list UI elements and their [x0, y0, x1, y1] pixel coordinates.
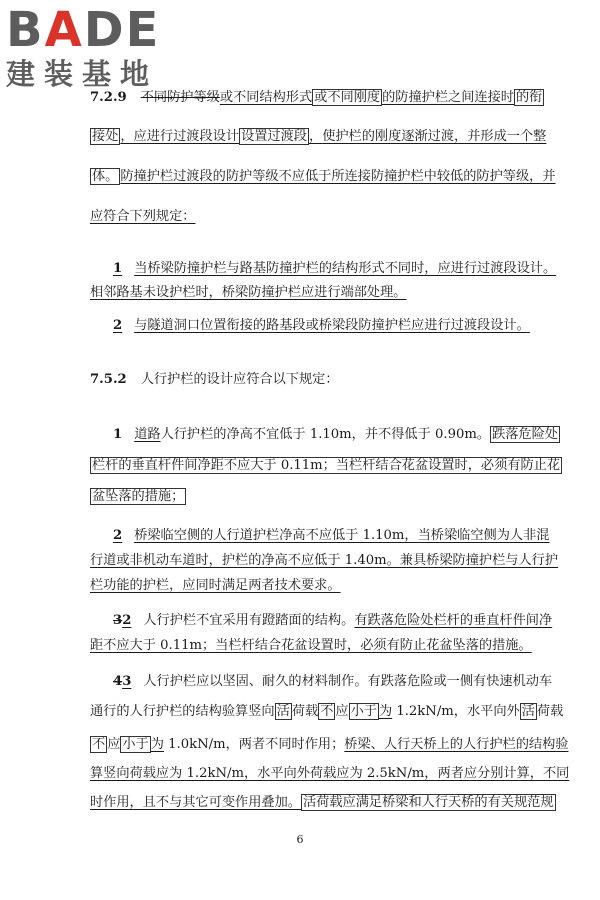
- item-number-deleted: 4: [113, 674, 123, 689]
- revision-text: 道路: [134, 427, 161, 442]
- revision-insert: 跌落危险处: [492, 427, 558, 442]
- logo-accent-letter: A: [44, 2, 84, 58]
- revision-text: ，应进行过渡段设计: [120, 129, 240, 144]
- revision-text: 应符合下列规定：: [90, 209, 196, 224]
- brand-logo: [6, 4, 160, 90]
- item-number: 3: [122, 674, 132, 689]
- item-number: 2: [122, 613, 132, 628]
- revision-text: ，: [309, 129, 323, 144]
- clause-752-item-2: [113, 526, 550, 546]
- clause-752-heading: [90, 370, 339, 390]
- clause-752-item-4-cont: [90, 702, 563, 722]
- clause-729-line-4: [90, 207, 196, 227]
- revision-insert: 接处: [92, 129, 119, 144]
- body-text: 荷载: [291, 704, 319, 719]
- clause-752-item-1-cont: [90, 456, 562, 476]
- page-number: 6: [296, 833, 304, 846]
- logo-letters: B: [6, 2, 45, 58]
- clause-752-item-1: [113, 425, 560, 445]
- item-number: 2: [113, 318, 123, 333]
- clause-number: 7.5.2: [90, 372, 127, 387]
- revision-text: 桥梁临空侧的人行道护栏净高不应低于 1.10m，当桥梁临空侧为人非混: [134, 528, 550, 543]
- body-text: 人行护栏不宜采用有蹬踏面的结构。: [143, 613, 355, 628]
- body-text: 人行护栏应以坚固、耐久的材料制作。有跌落危险或一侧有快速机动车: [143, 674, 553, 689]
- revision-insert: 不: [92, 737, 106, 752]
- item-number: 1: [113, 261, 123, 276]
- clause-729-line-3: [90, 167, 556, 187]
- revision-insert: 小于: [122, 737, 149, 752]
- revision-text: 使护栏的刚度逐渐过渡，并形成一个整: [322, 129, 547, 144]
- item-number: 1: [113, 427, 123, 442]
- clause-729-line-1: [90, 88, 544, 108]
- revision-text: 行道或非机动车道时，护栏的净高不应低于 1.40m。兼具桥梁防撞护栏与人行护: [90, 553, 559, 568]
- revision-insert: 或不同刚度: [314, 90, 381, 105]
- clause-heading: 人行护栏的设计应符合以下规定：: [140, 372, 339, 387]
- clause-number: 7.2.9: [90, 90, 127, 105]
- revision-text: 有跌落危险处栏杆的垂直杆件间净: [354, 613, 553, 628]
- logo-letters: DE: [83, 2, 161, 58]
- revision-insert: 设置过渡段: [241, 129, 307, 144]
- revision-text: 不同防护等级: [140, 90, 220, 105]
- revision-text: 距不应大于 0.11m；当栏杆结合花盆设置时，必须有防止花盆坠落的措施。: [90, 638, 532, 653]
- revision-insert: 体。: [92, 169, 119, 184]
- clause-729-line-2: [90, 127, 546, 147]
- body-text: 1.2kN/m，水平向外: [392, 704, 520, 719]
- revision-text: 防撞护栏过渡段的防护等级不应低于所连接防撞护栏中较低的防护等级，并: [120, 169, 556, 184]
- clause-729-item-1: [113, 259, 556, 279]
- clause-752-item-4-cont: [90, 793, 556, 813]
- revision-text: 或不同结构形式: [219, 90, 313, 105]
- body-text: 1.0kN/m，两者不同时作用；: [163, 737, 345, 752]
- clause-729-item-1-cont: [90, 283, 407, 303]
- revision-text: 为: [150, 737, 164, 752]
- logo-wordmark: [6, 4, 160, 56]
- body-text: 荷载: [536, 704, 564, 719]
- revision-insert: 不: [320, 704, 334, 719]
- clause-752-item-3: [113, 611, 552, 631]
- revision-text: 算竖向荷载应为 1.2kN/m，水平向外荷载应为 2.5kN/m，两者应分别计算，不同: [90, 766, 570, 781]
- item-number: 2: [113, 528, 123, 543]
- clause-752-item-2-cont: [90, 576, 341, 596]
- revision-text: 时作用，且不与其它可变作用叠加。: [90, 795, 301, 810]
- clause-752-item-4-cont: [90, 735, 568, 755]
- revision-text: 防撞护栏之间连接时: [395, 90, 514, 105]
- revision-insert: 的衔: [515, 90, 543, 105]
- item-number-deleted: 3: [113, 613, 123, 628]
- clause-752-item-1-cont: [90, 487, 186, 507]
- body-text: 通行的人行护栏的结构验算竖向: [90, 704, 275, 719]
- body-text: 人行护栏的净高不宜低于 1.10m，并不得低于 0.90m。: [160, 427, 491, 442]
- revision-text: 相邻路基未设护栏时，桥梁防撞护栏应进行端部处理。: [90, 285, 407, 300]
- revision-insert: 活: [276, 704, 290, 719]
- clause-752-item-4-cont: [90, 764, 569, 784]
- revision-text: 桥梁、人行天桥上的人行护栏的结构验: [344, 737, 569, 752]
- revision-text: 与隧道洞口位置衔接的路基段或桥梁段防撞护栏应进行过渡段设计。: [134, 318, 530, 333]
- clause-752-item-2-cont: [90, 551, 558, 571]
- revision-text: 当桥梁防撞护栏与路基防撞护栏的结构形式不同时，应进行过渡段设计。: [134, 261, 557, 276]
- revision-insert: 活荷载应满足桥梁和人行天桥的有关规范规: [303, 795, 554, 810]
- revision-insert: 小于: [350, 704, 377, 719]
- clause-752-item-4: [113, 672, 552, 692]
- revision-insert: 栏杆的垂直杆件间净距不应大于 0.11m；当栏杆结合花盆设置时，必须有防止花: [92, 458, 561, 473]
- clause-752-item-3-cont: [90, 636, 532, 656]
- revision-insert: 活: [521, 704, 535, 719]
- revision-text: 为: [378, 704, 393, 719]
- revision-text: 栏功能的护栏，应同时满足两者技术要求。: [90, 578, 341, 593]
- clause-729-item-2: [113, 316, 530, 336]
- body-text: 应: [335, 704, 349, 719]
- body-text: 应: [107, 737, 121, 752]
- revision-insert: 盆坠落的措施；: [92, 489, 185, 504]
- logo-subtitle: 建装基地: [6, 57, 159, 91]
- revision-text: 的: [382, 90, 396, 105]
